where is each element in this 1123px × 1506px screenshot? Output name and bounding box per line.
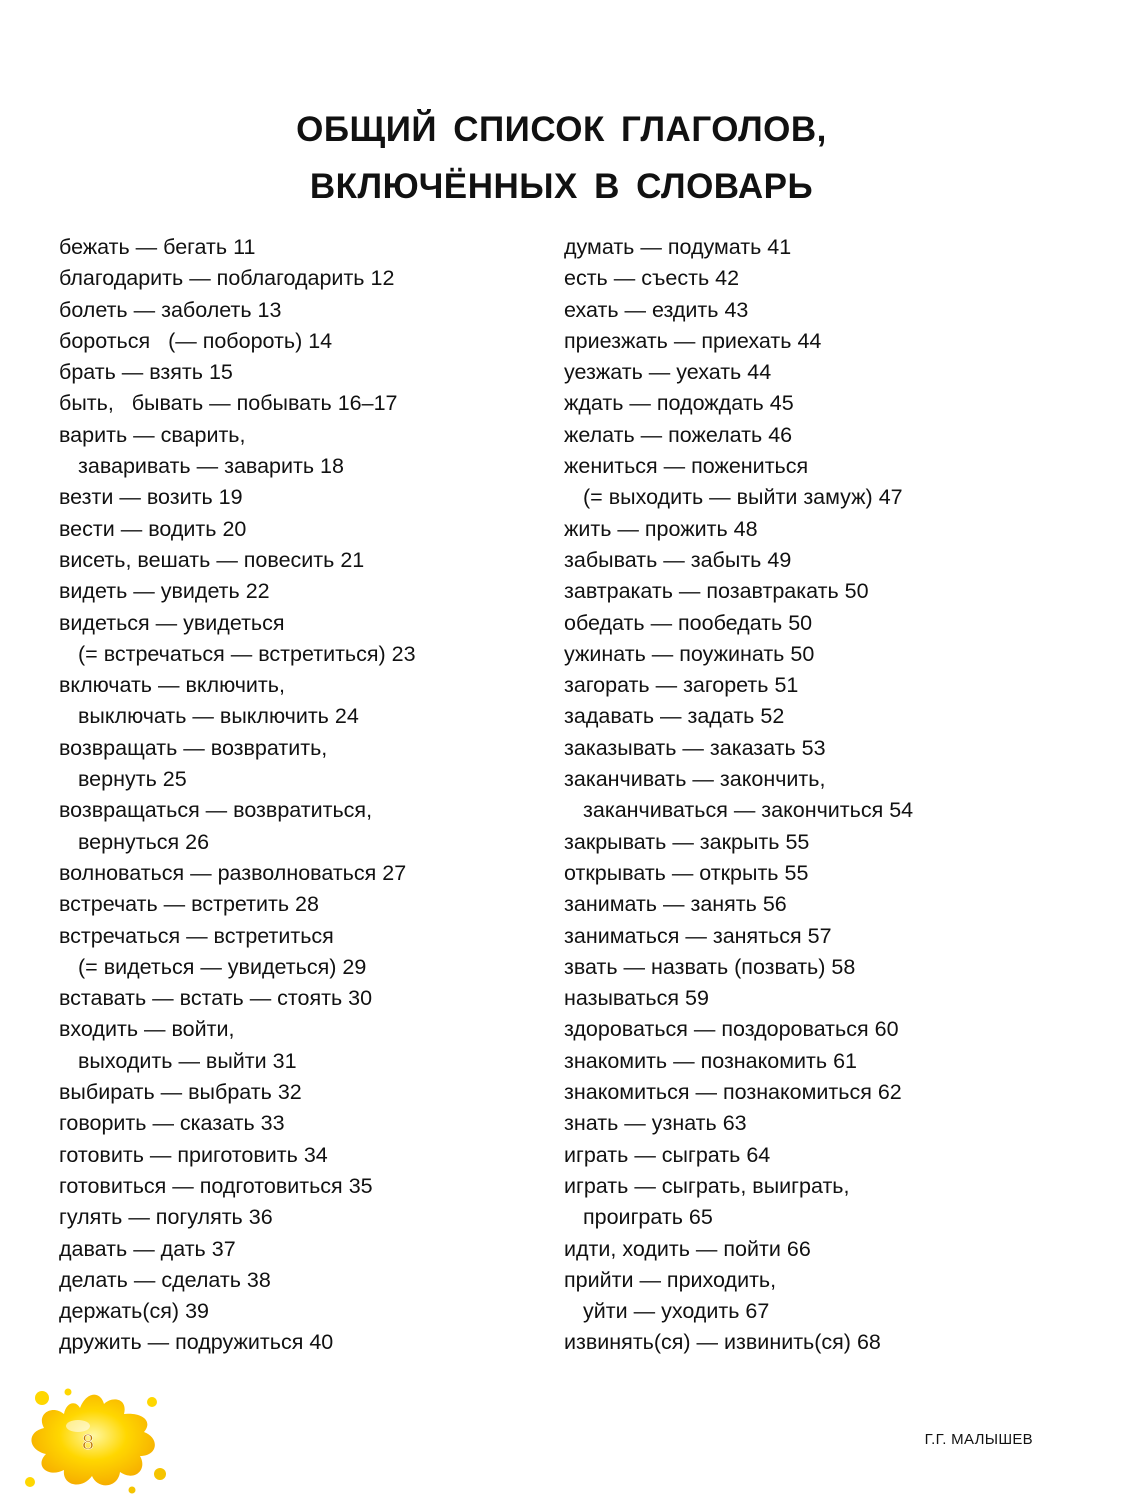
verb-pair: задавать — задать bbox=[564, 704, 755, 729]
verb-pair: ужинать — поужинать bbox=[564, 641, 785, 666]
page-reference: 55 bbox=[784, 860, 809, 885]
page-reference: 34 bbox=[303, 1142, 328, 1167]
verb-entry-line bbox=[564, 701, 1064, 732]
verb-entry bbox=[564, 764, 1064, 827]
verb-pair: занимать — занять bbox=[564, 892, 757, 917]
verb-entry bbox=[59, 326, 529, 357]
verb-pair: выходить — выйти bbox=[78, 1048, 267, 1073]
verb-entry-line bbox=[564, 326, 1064, 357]
verb-entry bbox=[564, 1327, 1064, 1358]
verb-entry-line bbox=[564, 889, 1064, 920]
page-reference: 63 bbox=[722, 1111, 747, 1136]
verb-pair: говорить — сказать bbox=[59, 1111, 255, 1136]
verb-pair: жениться — пожениться bbox=[564, 454, 809, 479]
verb-entry-line bbox=[564, 545, 1064, 576]
verb-entry bbox=[59, 263, 529, 294]
verb-pair: идти, ходить — пойти bbox=[564, 1236, 781, 1261]
verb-entry-line bbox=[564, 451, 1064, 482]
verb-pair: (= встречаться — встретиться) bbox=[78, 641, 386, 666]
verb-entry-line bbox=[564, 733, 1064, 764]
verb-entry bbox=[59, 1140, 529, 1171]
verb-entry-line bbox=[59, 1327, 529, 1358]
page-reference: 62 bbox=[877, 1080, 902, 1105]
page-reference: 40 bbox=[309, 1330, 334, 1355]
verb-entry-line bbox=[564, 1014, 1064, 1045]
page-reference: 66 bbox=[786, 1236, 811, 1261]
verb-entry-line bbox=[59, 576, 529, 607]
page-reference: 46 bbox=[768, 422, 793, 447]
verb-entry bbox=[59, 1296, 529, 1327]
page-reference: 24 bbox=[334, 704, 359, 729]
verb-pair: (= выходить — выйти замуж) bbox=[583, 485, 873, 510]
verb-entry bbox=[59, 1265, 529, 1296]
verb-entry-line bbox=[59, 232, 529, 263]
verb-entry bbox=[59, 1077, 529, 1108]
verb-pair: приезжать — приехать bbox=[564, 328, 792, 353]
verb-entry-line bbox=[564, 827, 1064, 858]
verb-entry-continuation bbox=[564, 795, 1064, 826]
verb-pair: закрывать — закрыть bbox=[564, 829, 780, 854]
verb-entry-line bbox=[59, 1108, 529, 1139]
page-reference: 27 bbox=[382, 860, 407, 885]
title-line-1: ОБЩИЙ СПИСОК ГЛАГОЛОВ, bbox=[296, 110, 827, 150]
page-reference: 58 bbox=[831, 954, 856, 979]
verb-entry bbox=[564, 263, 1064, 294]
verb-entry-line bbox=[59, 263, 529, 294]
verb-pair: видеться — увидеться bbox=[59, 610, 285, 635]
verb-pair: звать — назвать (позвать) bbox=[564, 954, 826, 979]
verb-entry bbox=[59, 388, 529, 419]
verb-entry-line bbox=[59, 545, 529, 576]
verb-entry bbox=[59, 357, 529, 388]
page-reference: 37 bbox=[211, 1236, 236, 1261]
verb-pair: завтракать — позавтракать bbox=[564, 579, 839, 604]
verb-list-right-column bbox=[564, 232, 1064, 1359]
verb-entry-line bbox=[564, 764, 1064, 795]
verb-entry bbox=[564, 1265, 1064, 1328]
verb-entry bbox=[59, 795, 529, 858]
verb-entry-line bbox=[564, 263, 1064, 294]
verb-entry-continuation bbox=[59, 952, 529, 983]
verb-pair: брать — взять bbox=[59, 360, 203, 385]
verb-entry bbox=[564, 858, 1064, 889]
verb-pair: волноваться — разволноваться bbox=[59, 860, 377, 885]
verb-entry-line bbox=[564, 858, 1064, 889]
verb-pair: уйти — уходить bbox=[583, 1299, 740, 1324]
verb-entry bbox=[59, 983, 529, 1014]
page-reference: 39 bbox=[185, 1299, 209, 1324]
verb-pair: (= видеться — увидеться) bbox=[78, 954, 337, 979]
verb-pair: загорать — загореть bbox=[564, 673, 769, 698]
verb-entry-line bbox=[59, 795, 529, 826]
verb-entry-line bbox=[59, 1077, 529, 1108]
verb-entry-line bbox=[564, 232, 1064, 263]
page-reference: 49 bbox=[767, 547, 792, 572]
page-reference: 68 bbox=[856, 1330, 881, 1355]
verb-pair: знакомиться — познакомиться bbox=[564, 1080, 872, 1105]
page-reference: 22 bbox=[245, 579, 270, 604]
verb-entry-line bbox=[59, 858, 529, 889]
verb-entry-continuation bbox=[564, 1296, 1064, 1327]
page-reference: 31 bbox=[272, 1048, 297, 1073]
verb-pair: забывать — забыть bbox=[564, 547, 762, 572]
page-reference: 57 bbox=[807, 923, 832, 948]
verb-pair: вернуть bbox=[78, 767, 157, 792]
verb-entry bbox=[59, 576, 529, 607]
verb-pair: готовиться — подготовиться bbox=[59, 1173, 343, 1198]
page-reference: 42 bbox=[715, 266, 740, 291]
verb-entry bbox=[59, 420, 529, 483]
verb-pair: выбирать — выбрать bbox=[59, 1080, 272, 1105]
verb-entry-continuation bbox=[59, 639, 529, 670]
verb-pair: встречать — встретить bbox=[59, 892, 290, 917]
page-reference: 56 bbox=[762, 892, 787, 917]
verb-pair: бежать — бегать bbox=[59, 235, 228, 259]
verb-entry-line bbox=[564, 952, 1064, 983]
page-reference: 16–17 bbox=[337, 391, 398, 416]
verb-entry-line bbox=[564, 670, 1064, 701]
verb-pair: заканчиваться — закончиться bbox=[583, 798, 884, 823]
verb-pair: быть, бывать — побывать bbox=[59, 391, 332, 416]
verb-pair: извинять(ся) — извинить(ся) bbox=[564, 1330, 851, 1355]
verb-entry-line bbox=[564, 514, 1064, 545]
verb-pair: выключать — выключить bbox=[78, 704, 329, 729]
verb-entry-line bbox=[59, 889, 529, 920]
page-title bbox=[0, 101, 1123, 215]
verb-pair: бороться (— побороть) bbox=[59, 328, 303, 353]
page-reference: 44 bbox=[797, 328, 822, 353]
verb-pair: открывать — открыть bbox=[564, 860, 779, 885]
page-reference: 43 bbox=[724, 297, 749, 322]
verb-entry-line bbox=[59, 670, 529, 701]
page-reference: 14 bbox=[308, 328, 333, 353]
verb-entry bbox=[59, 295, 529, 326]
page-reference: 21 bbox=[340, 547, 365, 572]
page-reference: 41 bbox=[767, 235, 792, 259]
page-reference: 47 bbox=[878, 485, 903, 510]
verb-entry bbox=[564, 357, 1064, 388]
verb-entry-continuation bbox=[59, 1046, 529, 1077]
verb-entry bbox=[564, 420, 1064, 451]
page-reference: 59 bbox=[685, 986, 709, 1011]
verb-entry-line bbox=[59, 1202, 529, 1233]
page-reference: 67 bbox=[745, 1299, 770, 1324]
verb-pair: держать(ся) bbox=[59, 1299, 180, 1324]
verb-entry bbox=[564, 1234, 1064, 1265]
verb-pair: здороваться — поздороваться bbox=[564, 1017, 869, 1042]
verb-pair: есть — съесть bbox=[564, 266, 710, 291]
verb-pair: заказывать — заказать bbox=[564, 735, 796, 760]
verb-list-left-column bbox=[59, 232, 529, 1359]
verb-pair: ехать — ездить bbox=[564, 297, 719, 322]
page-reference: 45 bbox=[769, 391, 794, 416]
page-reference: 54 bbox=[889, 798, 914, 823]
verb-pair: гулять — погулять bbox=[59, 1205, 243, 1230]
verb-pair: вести — водить bbox=[59, 516, 217, 541]
verb-pair: везти — возить bbox=[59, 485, 213, 510]
page-number: 8 bbox=[81, 1430, 95, 1454]
verb-pair: вернуться bbox=[78, 829, 180, 854]
verb-pair: знать — узнать bbox=[564, 1111, 717, 1136]
verb-entry bbox=[564, 576, 1064, 607]
page-reference: 18 bbox=[320, 454, 344, 479]
verb-entry bbox=[564, 295, 1064, 326]
verb-entry-line bbox=[59, 357, 529, 388]
verb-pair: висеть, вешать — повесить bbox=[59, 547, 335, 572]
verb-entry bbox=[564, 514, 1064, 545]
verb-pair: благодарить — поблагодарить bbox=[59, 266, 365, 291]
verb-entry bbox=[564, 1014, 1064, 1045]
verb-entry-continuation bbox=[59, 764, 529, 795]
verb-entry bbox=[564, 1171, 1064, 1234]
verb-entry bbox=[59, 1234, 529, 1265]
page-reference: 64 bbox=[746, 1142, 771, 1167]
page-reference: 11 bbox=[233, 235, 256, 259]
verb-entry bbox=[564, 1046, 1064, 1077]
verb-entry bbox=[564, 1077, 1064, 1108]
page-reference: 60 bbox=[874, 1017, 899, 1042]
verb-entry-line bbox=[59, 388, 529, 419]
verb-pair: думать — подумать bbox=[564, 235, 762, 259]
verb-entry bbox=[59, 733, 529, 796]
verb-entry-line bbox=[59, 1296, 529, 1327]
page-reference: 50 bbox=[844, 579, 869, 604]
verb-pair: возвращать — возвратить, bbox=[59, 735, 328, 760]
title-line-2: ВКЛЮЧЁННЫХ В СЛОВАРЬ bbox=[309, 167, 814, 207]
verb-pair: дружить — подружиться bbox=[59, 1330, 304, 1355]
page-reference: 20 bbox=[222, 516, 247, 541]
page-reference: 29 bbox=[342, 954, 367, 979]
verb-entry-line bbox=[564, 1108, 1064, 1139]
verb-entry-line bbox=[59, 1171, 529, 1202]
verb-pair: называться bbox=[564, 986, 680, 1011]
verb-entry bbox=[564, 388, 1064, 419]
verb-pair: заканчивать — закончить, bbox=[564, 767, 826, 792]
page-reference: 33 bbox=[260, 1111, 285, 1136]
verb-entry bbox=[59, 608, 529, 671]
verb-entry bbox=[59, 858, 529, 889]
verb-pair: уезжать — уехать bbox=[564, 360, 742, 385]
verb-pair: играть — сыграть, выиграть, bbox=[564, 1173, 850, 1198]
verb-pair: заваривать — заварить bbox=[78, 454, 315, 479]
page-reference: 44 bbox=[747, 360, 772, 385]
page-reference: 50 bbox=[788, 610, 813, 635]
verb-entry-line bbox=[59, 420, 529, 451]
verb-entry-continuation bbox=[59, 451, 529, 482]
page-reference: 48 bbox=[733, 516, 758, 541]
verb-entry-line bbox=[564, 1171, 1064, 1202]
page-reference: 51 bbox=[774, 673, 799, 698]
verb-pair: включать — включить, bbox=[59, 673, 285, 698]
verb-pair: вставать — встать — стоять bbox=[59, 986, 343, 1011]
verb-entry bbox=[59, 1014, 529, 1077]
verb-pair: знакомить — познакомить bbox=[564, 1048, 828, 1073]
page-reference: 61 bbox=[833, 1048, 857, 1073]
verb-entry-line bbox=[564, 1265, 1064, 1296]
verb-pair: заниматься — заняться bbox=[564, 923, 802, 948]
verb-entry-line bbox=[564, 295, 1064, 326]
verb-entry bbox=[564, 952, 1064, 983]
verb-entry bbox=[59, 1108, 529, 1139]
verb-pair: ждать — подождать bbox=[564, 391, 764, 416]
verb-entry-line bbox=[564, 1327, 1064, 1358]
verb-entry bbox=[59, 232, 529, 263]
page-reference: 35 bbox=[348, 1173, 373, 1198]
verb-entry-continuation bbox=[564, 482, 1064, 513]
page-reference: 32 bbox=[277, 1080, 302, 1105]
page-reference: 19 bbox=[218, 485, 243, 510]
page-reference: 28 bbox=[295, 892, 319, 917]
page-reference: 13 bbox=[257, 297, 282, 322]
page-reference: 53 bbox=[801, 735, 826, 760]
page-reference: 15 bbox=[208, 360, 233, 385]
verb-entry-continuation bbox=[564, 1202, 1064, 1233]
verb-entry bbox=[59, 482, 529, 513]
verb-entry-line bbox=[564, 576, 1064, 607]
verb-pair: проиграть bbox=[583, 1205, 683, 1230]
verb-entry-line bbox=[59, 1014, 529, 1045]
verb-entry bbox=[59, 670, 529, 733]
author-name: Г.Г. МАЛЫШЕВ bbox=[924, 1431, 1033, 1448]
verb-entry-line bbox=[59, 295, 529, 326]
verb-entry bbox=[564, 326, 1064, 357]
verb-entry-line bbox=[59, 608, 529, 639]
verb-entry bbox=[59, 1202, 529, 1233]
verb-entry bbox=[564, 983, 1064, 1014]
verb-pair: входить — войти, bbox=[59, 1017, 235, 1042]
verb-entry bbox=[59, 514, 529, 545]
verb-pair: готовить — приготовить bbox=[59, 1142, 298, 1167]
verb-entry bbox=[59, 545, 529, 576]
verb-pair: давать — дать bbox=[59, 1236, 206, 1261]
verb-entry-line bbox=[59, 733, 529, 764]
verb-entry bbox=[59, 921, 529, 984]
verb-entry-line bbox=[564, 1077, 1064, 1108]
page-reference: 25 bbox=[162, 767, 187, 792]
verb-pair: делать — сделать bbox=[59, 1267, 241, 1292]
page-reference: 12 bbox=[370, 266, 395, 291]
verb-entry-line bbox=[564, 1046, 1064, 1077]
verb-entry bbox=[564, 670, 1064, 701]
verb-entry-continuation bbox=[59, 827, 529, 858]
verb-pair: прийти — приходить, bbox=[564, 1267, 777, 1292]
verb-pair: болеть — заболеть bbox=[59, 297, 252, 322]
verb-entry bbox=[59, 1171, 529, 1202]
verb-entry-line bbox=[59, 1140, 529, 1171]
page-reference: 38 bbox=[246, 1267, 271, 1292]
verb-entry-line bbox=[564, 639, 1064, 670]
verb-entry bbox=[564, 921, 1064, 952]
verb-entry-line bbox=[59, 514, 529, 545]
verb-pair: варить — сварить, bbox=[59, 422, 246, 447]
page-reference: 23 bbox=[391, 641, 416, 666]
verb-entry bbox=[59, 1327, 529, 1358]
verb-pair: желать — пожелать bbox=[564, 422, 763, 447]
verb-entry-line bbox=[564, 608, 1064, 639]
verb-pair: обедать — пообедать bbox=[564, 610, 783, 635]
page-reference: 36 bbox=[248, 1205, 273, 1230]
verb-entry-continuation bbox=[59, 701, 529, 732]
verb-pair: играть — сыграть bbox=[564, 1142, 741, 1167]
verb-entry bbox=[564, 701, 1064, 732]
verb-entry-line bbox=[59, 326, 529, 357]
verb-entry-line bbox=[59, 1265, 529, 1296]
verb-entry-line bbox=[564, 420, 1064, 451]
verb-entry bbox=[564, 1108, 1064, 1139]
verb-entry bbox=[564, 827, 1064, 858]
page-reference: 26 bbox=[185, 829, 210, 854]
page-reference: 50 bbox=[790, 641, 815, 666]
verb-entry-line bbox=[564, 357, 1064, 388]
verb-entry-line bbox=[564, 983, 1064, 1014]
verb-entry bbox=[564, 608, 1064, 639]
verb-entry-line bbox=[564, 388, 1064, 419]
verb-pair: жить — прожить bbox=[564, 516, 728, 541]
verb-entry bbox=[564, 451, 1064, 514]
page-reference: 52 bbox=[760, 704, 785, 729]
verb-entry bbox=[564, 733, 1064, 764]
verb-entry-line bbox=[59, 921, 529, 952]
verb-pair: возвращаться — возвратиться, bbox=[59, 798, 373, 823]
verb-entry bbox=[564, 545, 1064, 576]
verb-entry-line bbox=[59, 983, 529, 1014]
verb-entry bbox=[564, 1140, 1064, 1171]
verb-pair: встречаться — встретиться bbox=[59, 923, 334, 948]
verb-entry-line bbox=[59, 1234, 529, 1265]
page-reference: 30 bbox=[348, 986, 373, 1011]
verb-entry bbox=[564, 889, 1064, 920]
verb-entry-line bbox=[59, 482, 529, 513]
page-reference: 55 bbox=[785, 829, 810, 854]
verb-pair: видеть — увидеть bbox=[59, 579, 240, 604]
verb-entry-line bbox=[564, 921, 1064, 952]
verb-entry bbox=[564, 639, 1064, 670]
verb-entry-line bbox=[564, 1234, 1064, 1265]
page-reference: 65 bbox=[688, 1205, 713, 1230]
verb-entry-line bbox=[564, 1140, 1064, 1171]
verb-entry bbox=[59, 889, 529, 920]
verb-entry bbox=[564, 232, 1064, 263]
